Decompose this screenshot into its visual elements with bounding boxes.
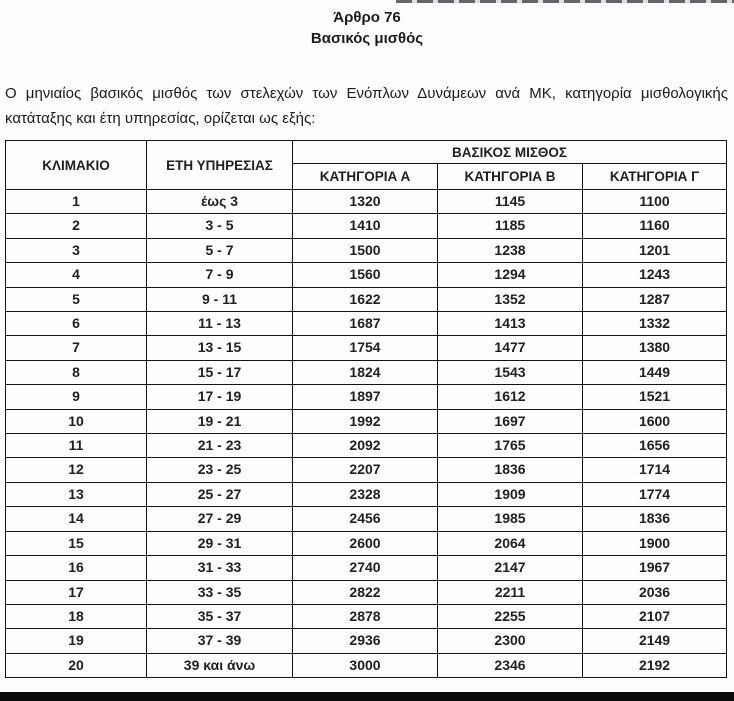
table-row <box>6 507 727 531</box>
table-cell: 2149 <box>583 629 727 653</box>
table-cell: 23 - 25 <box>147 458 293 482</box>
table-row <box>6 409 727 433</box>
table-cell: 3000 <box>293 653 438 677</box>
table-cell: 1622 <box>293 287 438 311</box>
table-cell: 1185 <box>438 214 583 238</box>
table-cell: 2147 <box>438 556 583 580</box>
table-cell: 19 - 21 <box>147 409 293 433</box>
table-row <box>6 287 727 311</box>
table-row <box>6 653 727 677</box>
table-cell: 39 και άνω <box>147 653 293 677</box>
table-cell: 13 <box>6 482 147 506</box>
table-cell: 1560 <box>293 263 438 287</box>
table-cell: 2600 <box>293 531 438 555</box>
table-cell: 11 <box>6 434 147 458</box>
table-row <box>6 336 727 360</box>
header-katigoria-c: ΚΑΤΗΓΟΡΙΑ Γ <box>583 164 727 190</box>
table-cell: 4 <box>6 263 147 287</box>
table-cell: 2064 <box>438 531 583 555</box>
table-cell: 1836 <box>438 458 583 482</box>
table-cell: 2878 <box>293 604 438 628</box>
table-cell: 8 <box>6 360 147 384</box>
table-cell: 14 <box>6 507 147 531</box>
table-cell: 1521 <box>583 385 727 409</box>
table-row <box>6 385 727 409</box>
table-cell: 27 - 29 <box>147 507 293 531</box>
table-cell: 1765 <box>438 434 583 458</box>
table-cell: 15 - 17 <box>147 360 293 384</box>
table-cell: 7 <box>6 336 147 360</box>
table-cell: 1612 <box>438 385 583 409</box>
table-cell: 2300 <box>438 629 583 653</box>
table-cell: 1449 <box>583 360 727 384</box>
bottom-black-bar <box>0 692 734 701</box>
table-cell: 6 <box>6 312 147 336</box>
table-row <box>6 580 727 604</box>
table-cell: 1160 <box>583 214 727 238</box>
table-cell: 1238 <box>438 238 583 262</box>
table-row <box>6 604 727 628</box>
table-row <box>6 263 727 287</box>
table-cell: 1754 <box>293 336 438 360</box>
table-cell: 20 <box>6 653 147 677</box>
table-cell: 1697 <box>438 409 583 433</box>
table-cell: 2211 <box>438 580 583 604</box>
table-cell: 1100 <box>583 190 727 214</box>
table-cell: 18 <box>6 604 147 628</box>
scan-artifact-strip <box>396 0 734 3</box>
table-cell: 3 - 5 <box>147 214 293 238</box>
table-cell: 10 <box>6 409 147 433</box>
table-cell: 21 - 23 <box>147 434 293 458</box>
table-cell: 7 - 9 <box>147 263 293 287</box>
table-cell: 2092 <box>293 434 438 458</box>
table-cell: 12 <box>6 458 147 482</box>
table-cell: 1243 <box>583 263 727 287</box>
table-header-row-top <box>6 141 727 164</box>
table-row <box>6 360 727 384</box>
header-katigoria-b: ΚΑΤΗΓΟΡΙΑ Β <box>438 164 583 190</box>
table-cell: 1900 <box>583 531 727 555</box>
table-cell: 9 <box>6 385 147 409</box>
table-cell: 1294 <box>438 263 583 287</box>
table-cell: 33 - 35 <box>147 580 293 604</box>
table-cell: 2036 <box>583 580 727 604</box>
table-cell: 13 - 15 <box>147 336 293 360</box>
table-cell: 1145 <box>438 190 583 214</box>
table-cell: 1656 <box>583 434 727 458</box>
table-cell: 16 <box>6 556 147 580</box>
table-row <box>6 312 727 336</box>
table-row <box>6 190 727 214</box>
table-cell: 1985 <box>438 507 583 531</box>
table-cell: 1836 <box>583 507 727 531</box>
table-cell: 1897 <box>293 385 438 409</box>
table-cell: 5 <box>6 287 147 311</box>
table-cell: 1380 <box>583 336 727 360</box>
table-cell: 5 - 7 <box>147 238 293 262</box>
table-cell: 2107 <box>583 604 727 628</box>
article-subtitle: Βασικός μισθός <box>310 30 424 47</box>
table-cell: 2456 <box>293 507 438 531</box>
table-cell: 2936 <box>293 629 438 653</box>
table-row <box>6 556 727 580</box>
table-cell: 3 <box>6 238 147 262</box>
table-cell: 1714 <box>583 458 727 482</box>
table-cell: 2207 <box>293 458 438 482</box>
table-cell: 9 - 11 <box>147 287 293 311</box>
header-eti-ypiresias: ΕΤΗ ΥΠΗΡΕΣΙΑΣ <box>147 141 293 190</box>
table-cell: 1600 <box>583 409 727 433</box>
title-block <box>0 0 734 49</box>
table-cell: 31 - 33 <box>147 556 293 580</box>
table-row <box>6 214 727 238</box>
table-cell: 1687 <box>293 312 438 336</box>
table-cell: 1477 <box>438 336 583 360</box>
salary-table-body <box>6 190 727 678</box>
table-cell: 2328 <box>293 482 438 506</box>
table-cell: 1774 <box>583 482 727 506</box>
table-cell: 2740 <box>293 556 438 580</box>
table-cell: 1909 <box>438 482 583 506</box>
table-cell: 2822 <box>293 580 438 604</box>
header-klimakio: ΚΛΙΜΑΚΙΟ <box>6 141 147 190</box>
table-cell: 1332 <box>583 312 727 336</box>
table-cell: 29 - 31 <box>147 531 293 555</box>
table-cell: 25 - 27 <box>147 482 293 506</box>
table-cell: 1320 <box>293 190 438 214</box>
table-cell: 2255 <box>438 604 583 628</box>
table-cell: 35 - 37 <box>147 604 293 628</box>
table-row <box>6 482 727 506</box>
table-cell: 1992 <box>293 409 438 433</box>
table-row <box>6 434 727 458</box>
table-row <box>6 238 727 262</box>
header-vasikos-misthos: ΒΑΣΙΚΟΣ ΜΙΣΘΟΣ <box>293 141 727 164</box>
table-cell: 1543 <box>438 360 583 384</box>
table-cell: 17 - 19 <box>147 385 293 409</box>
header-katigoria-a: ΚΑΤΗΓΟΡΙΑ Α <box>293 164 438 190</box>
table-cell: 1201 <box>583 238 727 262</box>
table-row <box>6 458 727 482</box>
table-cell: 2 <box>6 214 147 238</box>
table-cell: 1967 <box>583 556 727 580</box>
table-row <box>6 531 727 555</box>
table-cell: 37 - 39 <box>147 629 293 653</box>
table-row <box>6 629 727 653</box>
table-cell: 1413 <box>438 312 583 336</box>
table-cell: 2192 <box>583 653 727 677</box>
article-title: Άρθρο 76 <box>333 9 401 26</box>
table-cell: 1352 <box>438 287 583 311</box>
table-cell: 1410 <box>293 214 438 238</box>
salary-table <box>5 140 727 678</box>
table-cell: 2346 <box>438 653 583 677</box>
table-cell: 1824 <box>293 360 438 384</box>
intro-paragraph: Ο μηνιαίος βασικός μισθός των στελεχών των Ενόπλων Δυνάμεων ανά ΜΚ, κατηγορία μισθολογικής κατάταξης και έτη υπηρεσίας, ορίζεται ως εξής: <box>5 85 728 127</box>
table-cell: 1500 <box>293 238 438 262</box>
table-cell: 19 <box>6 629 147 653</box>
table-cell: 17 <box>6 580 147 604</box>
table-cell: 1287 <box>583 287 727 311</box>
table-cell: 1 <box>6 190 147 214</box>
table-cell: 15 <box>6 531 147 555</box>
table-cell: έως 3 <box>147 190 293 214</box>
table-cell: 11 - 13 <box>147 312 293 336</box>
